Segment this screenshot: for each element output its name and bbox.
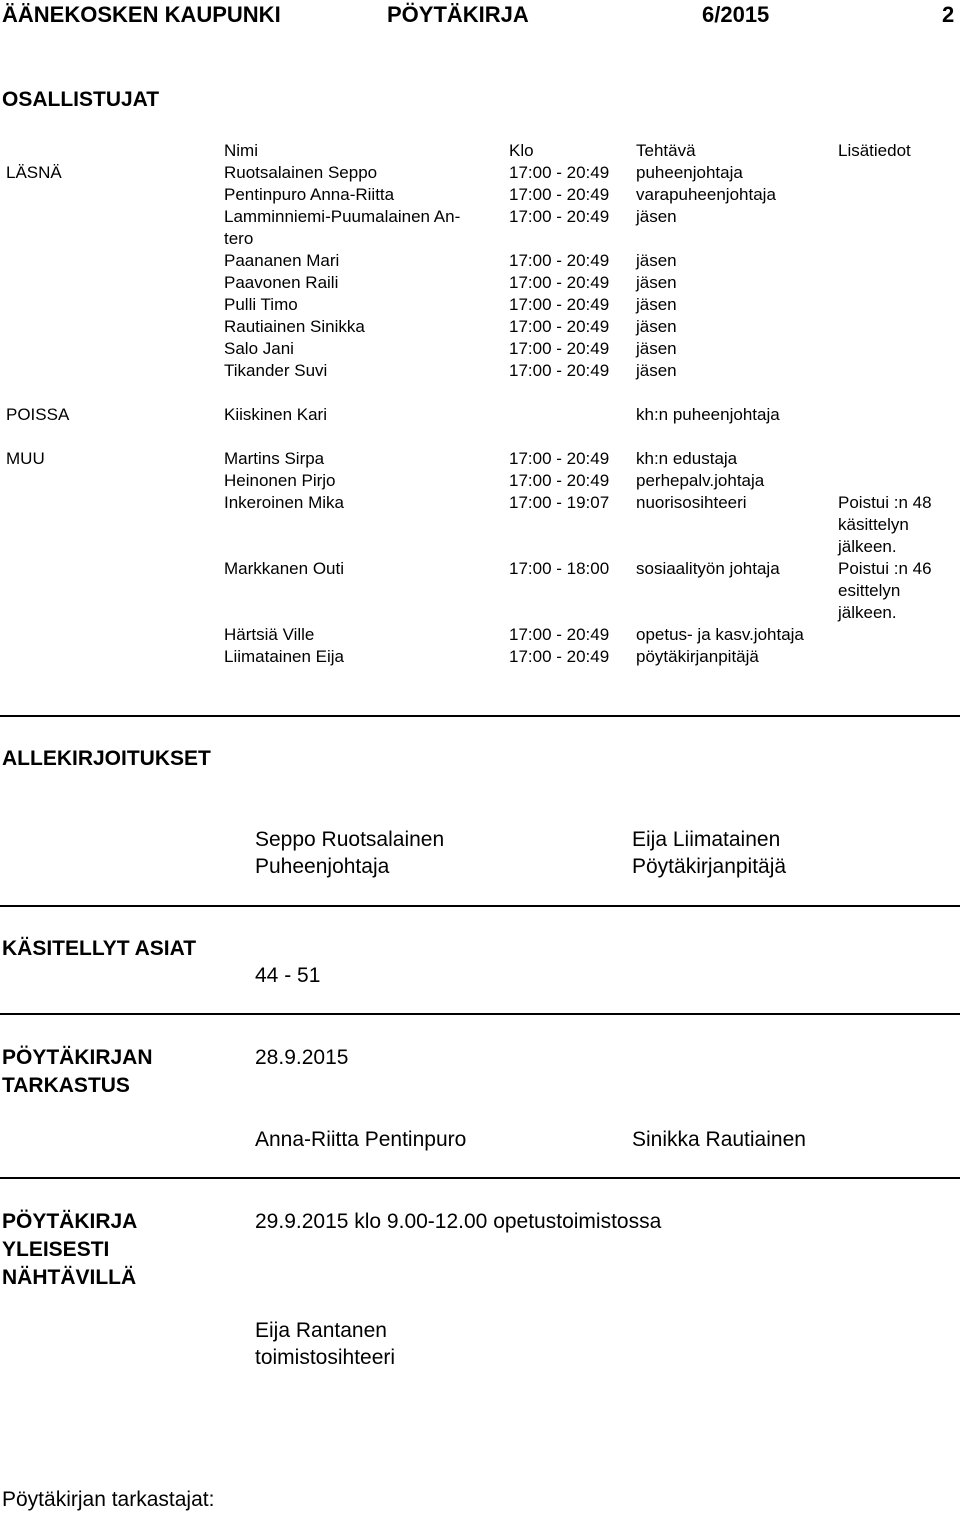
participants-title: OSALLISTUJAT bbox=[2, 88, 160, 111]
column-time-header: Klo bbox=[509, 141, 534, 160]
public-title-line1: PÖYTÄKIRJA bbox=[2, 1210, 138, 1233]
participant-role: jäsen bbox=[636, 273, 677, 292]
participant-time: 17:00 - 20:49 bbox=[509, 471, 610, 490]
items-title: KÄSITELLYT ASIAT bbox=[2, 937, 197, 960]
signatures-title: ALLEKIRJOITUKSET bbox=[2, 747, 211, 770]
participant-role: jäsen bbox=[636, 339, 677, 358]
participant-role: nuorisosihteeri bbox=[636, 493, 747, 512]
participant-role: jäsen bbox=[636, 361, 677, 380]
absent-label: POISSA bbox=[6, 405, 70, 424]
participant-time: 17:00 - 18:00 bbox=[509, 559, 610, 578]
column-notes-header: Lisätiedot bbox=[838, 141, 911, 160]
participant-name: Pulli Timo bbox=[224, 295, 298, 314]
participant-time: 17:00 - 20:49 bbox=[509, 273, 610, 292]
participant-name: Paavonen Raili bbox=[224, 273, 339, 292]
participant-time: 17:00 - 20:49 bbox=[509, 251, 610, 270]
participant-time: 17:00 - 19:07 bbox=[509, 493, 610, 512]
section-divider bbox=[0, 1013, 960, 1015]
participant-name: Markkanen Outi bbox=[224, 559, 344, 578]
chair-name: Seppo Ruotsalainen bbox=[255, 828, 445, 851]
participant-role: jäsen bbox=[636, 251, 677, 270]
participant-time: 17:00 - 20:49 bbox=[509, 647, 610, 666]
public-title-line2: YLEISESTI bbox=[2, 1238, 110, 1261]
official-name: Eija Rantanen bbox=[255, 1319, 387, 1342]
column-role-header: Tehtävä bbox=[636, 141, 696, 160]
participant-time: 17:00 - 20:49 bbox=[509, 185, 610, 204]
page-number: 2 bbox=[942, 2, 955, 27]
section-divider bbox=[0, 1177, 960, 1179]
column-name-header: Nimi bbox=[224, 141, 258, 160]
official-role: toimistosihteeri bbox=[255, 1346, 396, 1369]
section-divider bbox=[0, 715, 960, 717]
participant-role: varapuheenjohtaja bbox=[636, 185, 776, 204]
participant-name-continued: tero bbox=[224, 229, 254, 248]
participant-notes: Poistui :n 48 käsittelyn jälkeen. bbox=[838, 493, 932, 556]
participant-name: Salo Jani bbox=[224, 339, 294, 358]
participant-time: 17:00 - 20:49 bbox=[509, 339, 610, 358]
reviewers-label: Pöytäkirjan tarkastajat: bbox=[2, 1488, 215, 1511]
participant-time: 17:00 - 20:49 bbox=[509, 163, 610, 182]
secretary-role: Pöytäkirjanpitäjä bbox=[632, 855, 787, 878]
present-label: LÄSNÄ bbox=[6, 163, 62, 182]
participant-name: Pentinpuro Anna-Riitta bbox=[224, 185, 395, 204]
participant-name: Paananen Mari bbox=[224, 251, 340, 270]
participant-time: 17:00 - 20:49 bbox=[509, 361, 610, 380]
participant-time: 17:00 - 20:49 bbox=[509, 317, 610, 336]
participant-time: 17:00 - 20:49 bbox=[509, 207, 610, 226]
participant-role: jäsen bbox=[636, 317, 677, 336]
org-name: ÄÄNEKOSKEN KAUPUNKI bbox=[2, 2, 281, 27]
participant-role: opetus- ja kasv.johtaja bbox=[636, 625, 804, 644]
review-date: 28.9.2015 bbox=[255, 1046, 349, 1069]
participant-role: perhepalv.johtaja bbox=[636, 471, 765, 490]
reviewer-1: Anna-Riitta Pentinpuro bbox=[255, 1128, 467, 1151]
public-when-where: 29.9.2015 klo 9.00-12.00 opetustoimistossa bbox=[255, 1210, 662, 1233]
participant-name: Kiiskinen Kari bbox=[224, 405, 327, 424]
participant-role: kh:n puheenjohtaja bbox=[636, 405, 780, 424]
document-number: 6/2015 bbox=[702, 2, 770, 27]
reviewer-2: Sinikka Rautiainen bbox=[632, 1128, 806, 1151]
participant-name: Lamminniemi-Puumalainen An- bbox=[224, 207, 461, 226]
participant-name: Inkeroinen Mika bbox=[224, 493, 345, 512]
participant-name: Rautiainen Sinikka bbox=[224, 317, 365, 336]
secretary-name: Eija Liimatainen bbox=[632, 828, 781, 851]
participant-role: jäsen bbox=[636, 207, 677, 226]
participant-role: jäsen bbox=[636, 295, 677, 314]
section-divider bbox=[0, 905, 960, 907]
review-title-line1: PÖYTÄKIRJAN bbox=[2, 1046, 153, 1069]
participant-name: Ruotsalainen Seppo bbox=[224, 163, 378, 182]
chair-role: Puheenjohtaja bbox=[255, 855, 390, 878]
items-range: 44 - 51 bbox=[255, 964, 321, 987]
participant-name: Liimatainen Eija bbox=[224, 647, 345, 666]
participant-name: Heinonen Pirjo bbox=[224, 471, 336, 490]
participant-name: Tikander Suvi bbox=[224, 361, 328, 380]
participant-notes: Poistui :n 46 esittelyn jälkeen. bbox=[838, 559, 932, 622]
participant-role: kh:n edustaja bbox=[636, 449, 738, 468]
participant-name: Martins Sirpa bbox=[224, 449, 325, 468]
participant-role: pöytäkirjanpitäjä bbox=[636, 647, 759, 666]
public-title-line3: NÄHTÄVILLÄ bbox=[2, 1266, 137, 1289]
participant-name: Härtsiä Ville bbox=[224, 625, 315, 644]
participant-time: 17:00 - 20:49 bbox=[509, 449, 610, 468]
document-type: PÖYTÄKIRJA bbox=[387, 2, 529, 27]
participant-role: puheenjohtaja bbox=[636, 163, 743, 182]
participant-role: sosiaalityön johtaja bbox=[636, 559, 780, 578]
review-title-line2: TARKASTUS bbox=[2, 1074, 130, 1097]
participant-time: 17:00 - 20:49 bbox=[509, 625, 610, 644]
other-label: MUU bbox=[6, 449, 45, 468]
participant-time: 17:00 - 20:49 bbox=[509, 295, 610, 314]
